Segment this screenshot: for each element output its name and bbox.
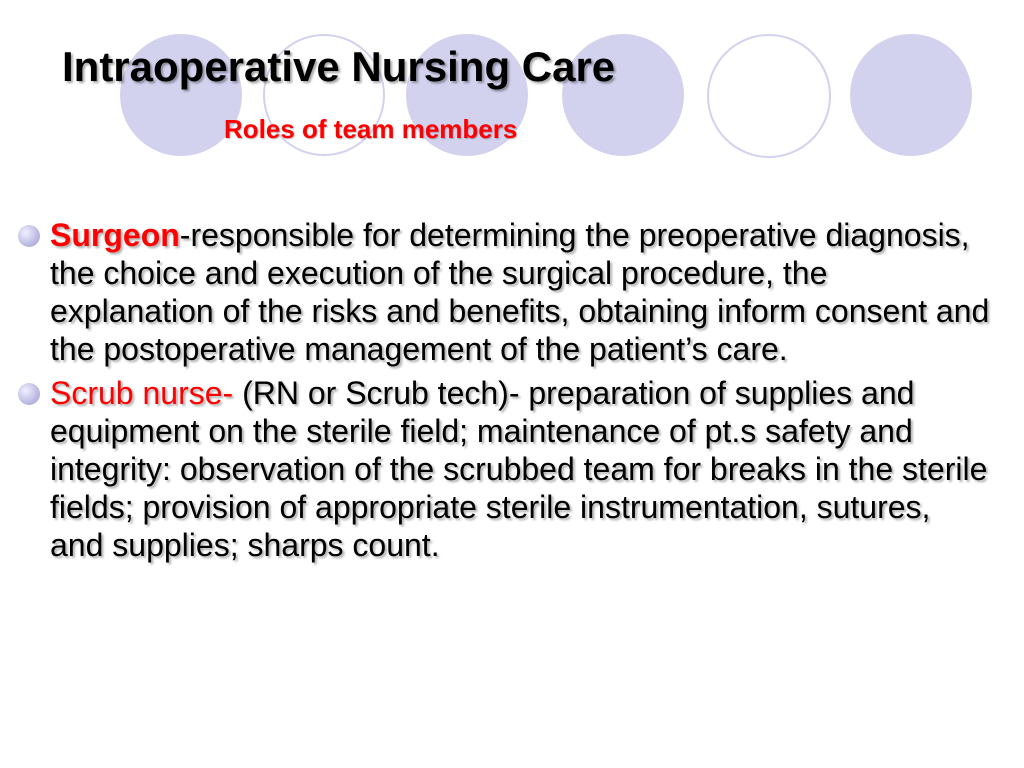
bullet-term-surgeon: Surgeon [50,217,180,253]
decorative-circle-5 [707,34,831,158]
bullet-item-scrub-nurse [16,374,992,564]
bullet-item-surgeon [16,216,992,368]
bullet-dot-icon [18,225,40,247]
bullet-dot-icon [18,383,40,405]
bullet-list [16,216,992,570]
bullet-text-surgeon: -responsible for determining the preoperative diagnosis, the choice and execution of the surgical procedure, the explanation of the risks and benefits, obtaining inform consent and the postoperative management of the patient’s care. [50,217,990,367]
decorative-circle-6 [850,34,972,156]
bullet-term-scrub-nurse: Scrub nurse- [50,375,234,411]
slide-title: Intraoperative Nursing Care [62,43,616,90]
bullet-text-scrub-nurse: (RN or Scrub tech)- preparation of supplies and equipment on the sterile field; maintenance of pt.s safety and integrity: observation of the scrubbed team for breaks in the sterile fields; provision of appropriate sterile instrumentation, sutures, and supplies; sharps count. [50,375,988,563]
slide-subtitle: Roles of team members [224,114,518,144]
